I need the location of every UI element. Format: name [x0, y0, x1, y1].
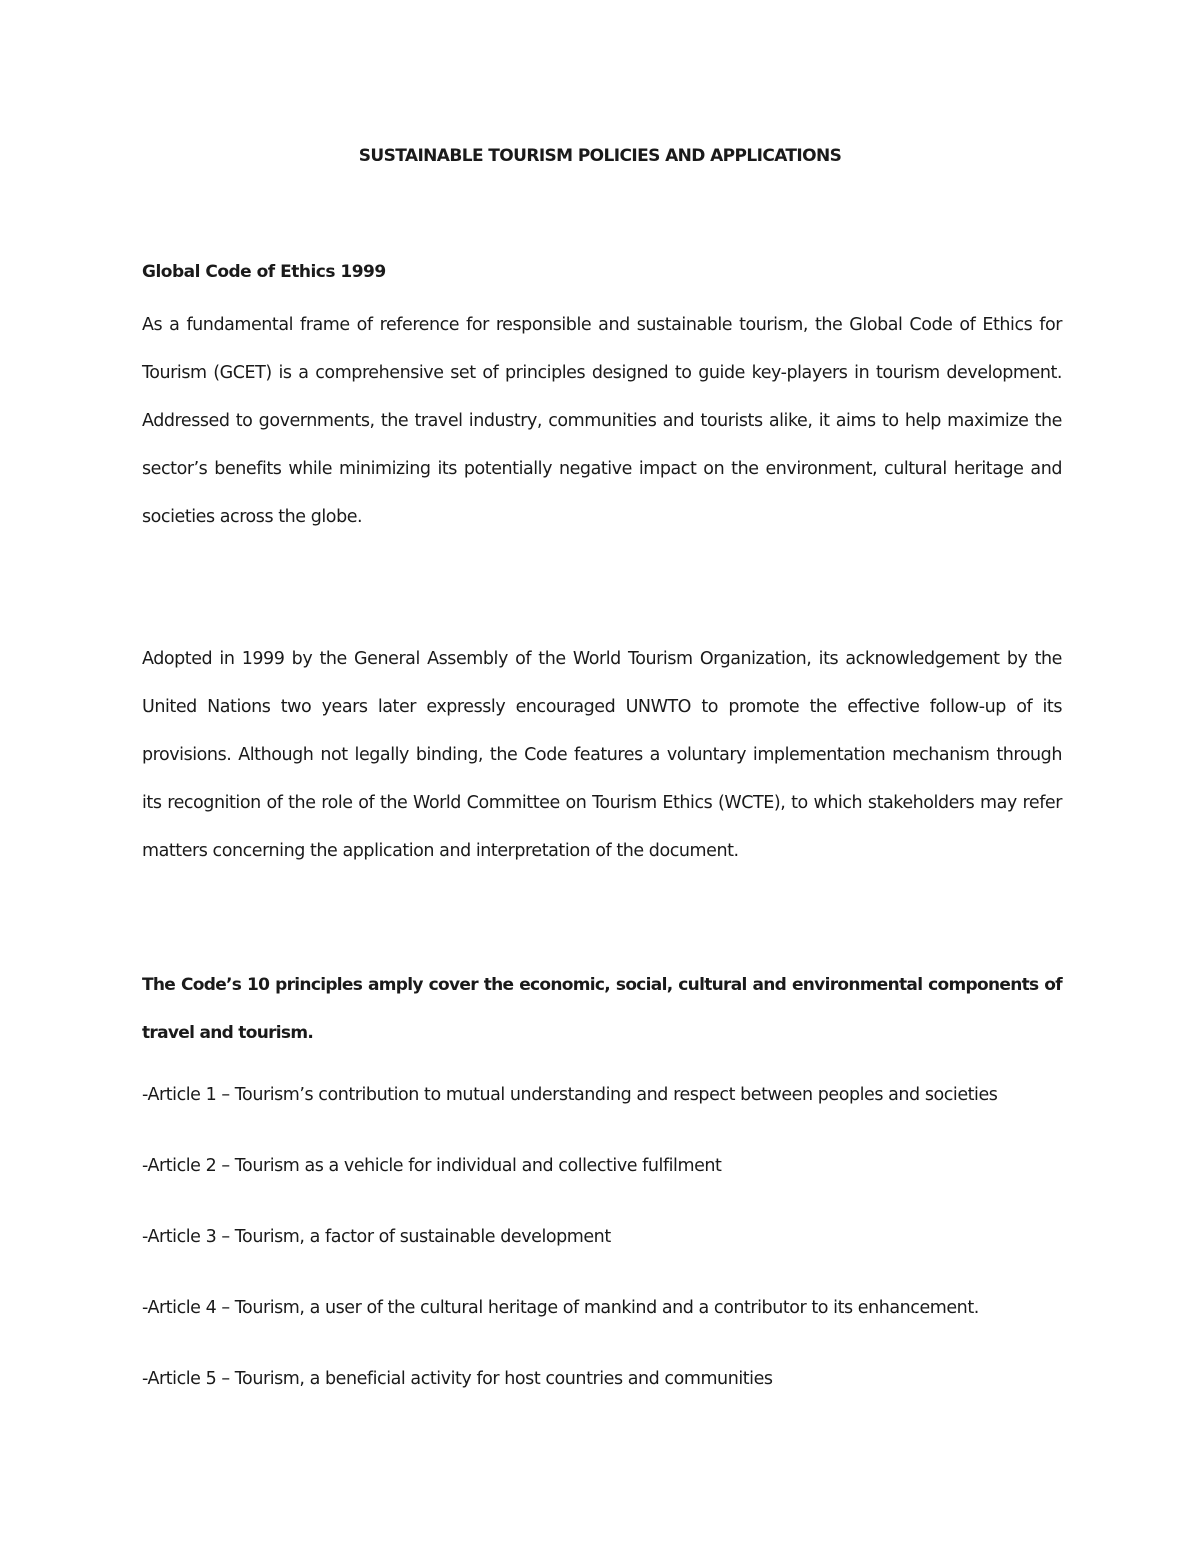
- document-title: SUSTAINABLE TOURISM POLICIES AND APPLICATIONS: [358, 146, 842, 166]
- article-item: -Article 1 – Tourism’s contribution to mutual understanding and respect between peoples and societies: [142, 1085, 998, 1105]
- paragraph-gcet-overview: As a fundamental frame of reference for responsible and sustainable tourism, the Global Code of Ethics for Tourism (GCET) is a comprehensive set of principles designed to guide key-players in tourism development. Addressed to governments, the travel industry, communities and tourists alike, it aims to help maximize the sector’s benefits while minimizing its potentially negative impact on the environment, cultural heritage and societies across the globe.: [142, 315, 1062, 527]
- principles-heading: The Code’s 10 principles amply cover the economic, social, cultural and environmental components of travel and tourism.: [142, 975, 1062, 1043]
- articles-list: [142, 1078, 1062, 1433]
- article-item: -Article 5 – Tourism, a beneficial activity for host countries and communities: [142, 1369, 773, 1389]
- article-item: -Article 3 – Tourism, a factor of sustainable development: [142, 1227, 611, 1247]
- article-item: -Article 2 – Tourism as a vehicle for individual and collective fulfilment: [142, 1156, 722, 1176]
- article-item: -Article 4 – Tourism, a user of the cultural heritage of mankind and a contributor to its enhancement.: [142, 1298, 979, 1318]
- section-heading: Global Code of Ethics 1999: [142, 262, 386, 282]
- paragraph-gcet-adoption: Adopted in 1999 by the General Assembly of the World Tourism Organization, its acknowledgement by the United Nations two years later expressly encouraged UNWTO to promote the effective follow-up of its provisions. Although not legally binding, the Code features a voluntary implementation mechanism through its recognition of the role of the World Committee on Tourism Ethics (WCTE), to which stakeholders may refer matters concerning the application and interpretation of the document.: [142, 649, 1062, 861]
